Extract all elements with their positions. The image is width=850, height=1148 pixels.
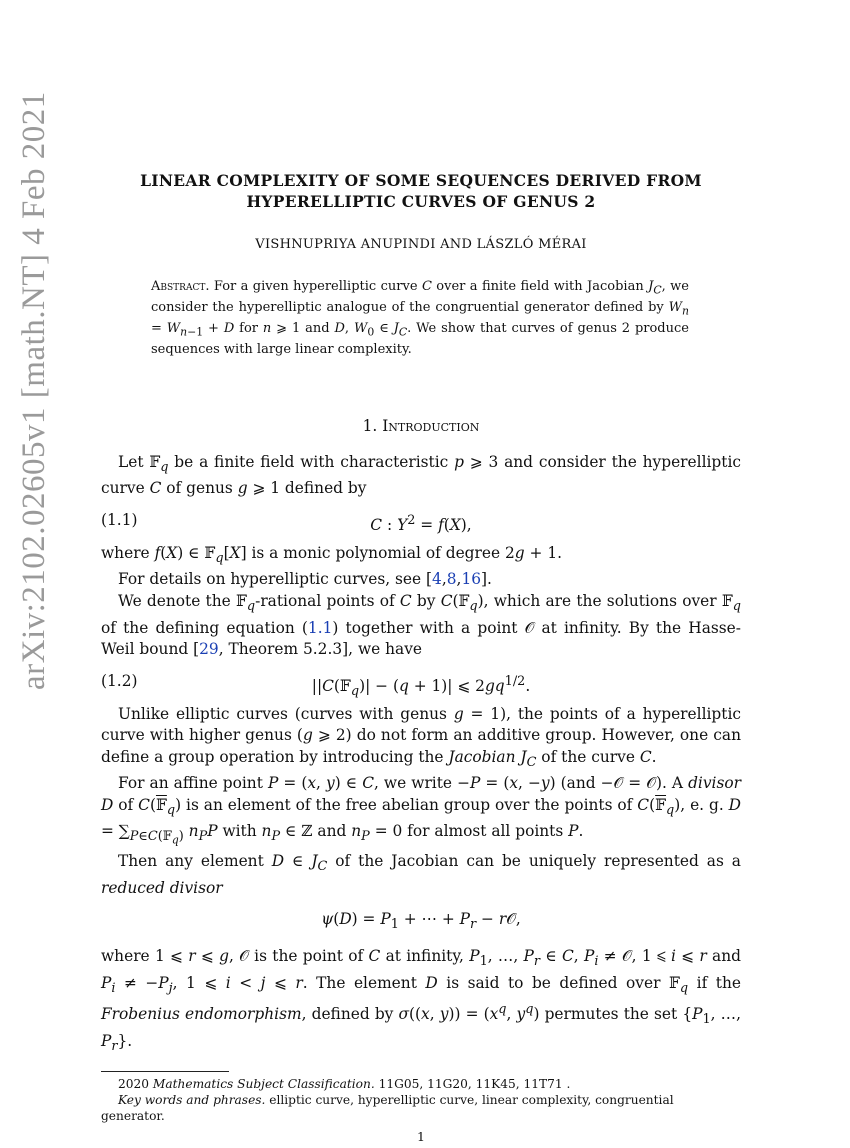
paragraph: Unlike elliptic curves (curves with genus g = 1), the points of a hyperelliptic curve with higher genus (g ⩾ 2) do not form an additive group. However, one can define a group operation by introducing the Jacobian $J_C$ of the curve C. — [101, 704, 741, 770]
equation-number: (1.2) — [101, 671, 138, 690]
paragraph: Then any element D ∈ $J_C$ of the Jacobian can be uniquely represented as a reduced divisor — [101, 852, 741, 897]
abstract-label: Abstract. — [151, 278, 210, 294]
equation-reduced-divisor: $\psi(D) = P_1$ + ⋯ + $P_r$ − r𝒪, — [321, 910, 521, 933]
equation-1-1: (1.1) C : $Y^2 = f(X)$, — [101, 510, 472, 534]
arxiv-identifier-stamp: arXiv:2102.02605v1 [math.NT] 4 Feb 2021 — [16, 91, 52, 690]
footnote-msc: 2020 Mathematics Subject Classification. 11G05, 11G20, 11K45, 11T71 . — [118, 1077, 571, 1092]
equation-ref-link[interactable]: 1.1 — [307, 618, 333, 637]
title-line-1: LINEAR COMPLEXITY OF SOME SEQUENCES DERIVED FROM — [140, 171, 702, 190]
citation-link[interactable]: 29 — [199, 640, 219, 659]
paper-page — [101, 170, 741, 1148]
footnote-keywords: Key words and phrases. elliptic curve, hyperelliptic curve, linear complexity, congruential generator. — [101, 1093, 674, 1124]
citation-link[interactable]: 4 — [432, 570, 442, 589]
paragraph: We denote the 𝔽$_q$-rational points of C by C(𝔽$_q$), which are the solutions over 𝔽$_q$ of the defining equation (1.1) together with a point 𝒪 at infinity. By the Hasse-Weil bound [29, Theorem 5.2.3], we have — [101, 591, 741, 659]
author-line: VISHNUPRIYA ANUPINDI AND LÁSZLÓ MÉRAI — [255, 237, 587, 252]
equation-number: (1.1) — [101, 510, 138, 529]
paragraph: where 1 ⩽ r ⩽ g, 𝒪 is the point of C at infinity, $P_1$, …, $P_r$ ∈ C, $P_i$ ≠ 𝒪, 1 ⩽ i ⩽ r and $P_i \ne -P_j$, 1 ⩽ i < j ⩽ r. The element D is said to be defined over 𝔽$_q$ if the Frobenius endomorphism, defined by σ((x, $y)) = (x^q$, $y^q$) permutes the set {$P_1$, …, $P_r$}. — [101, 946, 742, 1054]
page-number: 1 — [417, 1129, 425, 1145]
section-body — [101, 452, 741, 1058]
abstract: Abstract. For a given hyperelliptic curve C over a finite field with Jacobian $J_C$, we consider the hyperelliptic analogue of the congruential generator defined by $W_n = W_{n-1} + D$ for n ⩾ 1 and D, $W_0$ ∈ $J_C$. We show that curves of genus 2 produce sequences with large linear complexity. — [151, 278, 689, 357]
paragraph: Let 𝔽$_q$ be a finite field with characteristic p ⩾ 3 and consider the hyperelliptic curve C of genus g ⩾ 1 defined by — [101, 452, 741, 498]
paragraph: For details on hyperelliptic curves, see [4,8,16]. — [118, 570, 492, 589]
section-heading: 1. Introduction — [362, 417, 480, 436]
footnote-divider — [101, 1071, 229, 1072]
title-line-2: HYPERELLIPTIC CURVES OF GENUS 2 — [246, 192, 596, 211]
citation-link[interactable]: 16 — [461, 570, 482, 589]
paragraph: For an affine point P = (x, y) ∈ C, we write −P = (x, −y) (and −𝒪 = 𝒪). A divisor D of C(𝔽$_q$) is an element of the free abelian group over the points of C(𝔽$_q$), e. g. $D = \sum_{P\in C(𝔽_q)}$ $n_PP$ with $n_P$ ∈ ℤ and $n_P = 0$ for almost all points P. — [101, 774, 741, 847]
equation-1-2: (1.2) ||C(𝔽$_q$)| − (q + 1)| ⩽ $2gq^{1/2}$. — [101, 671, 531, 699]
paper-title — [101, 170, 741, 212]
citation-link[interactable]: 8 — [446, 570, 457, 589]
footnotes — [101, 1076, 741, 1124]
paragraph: where f(X) ∈ 𝔽$_q$[X] is a monic polynomial of degree 2g + 1. — [101, 543, 563, 566]
